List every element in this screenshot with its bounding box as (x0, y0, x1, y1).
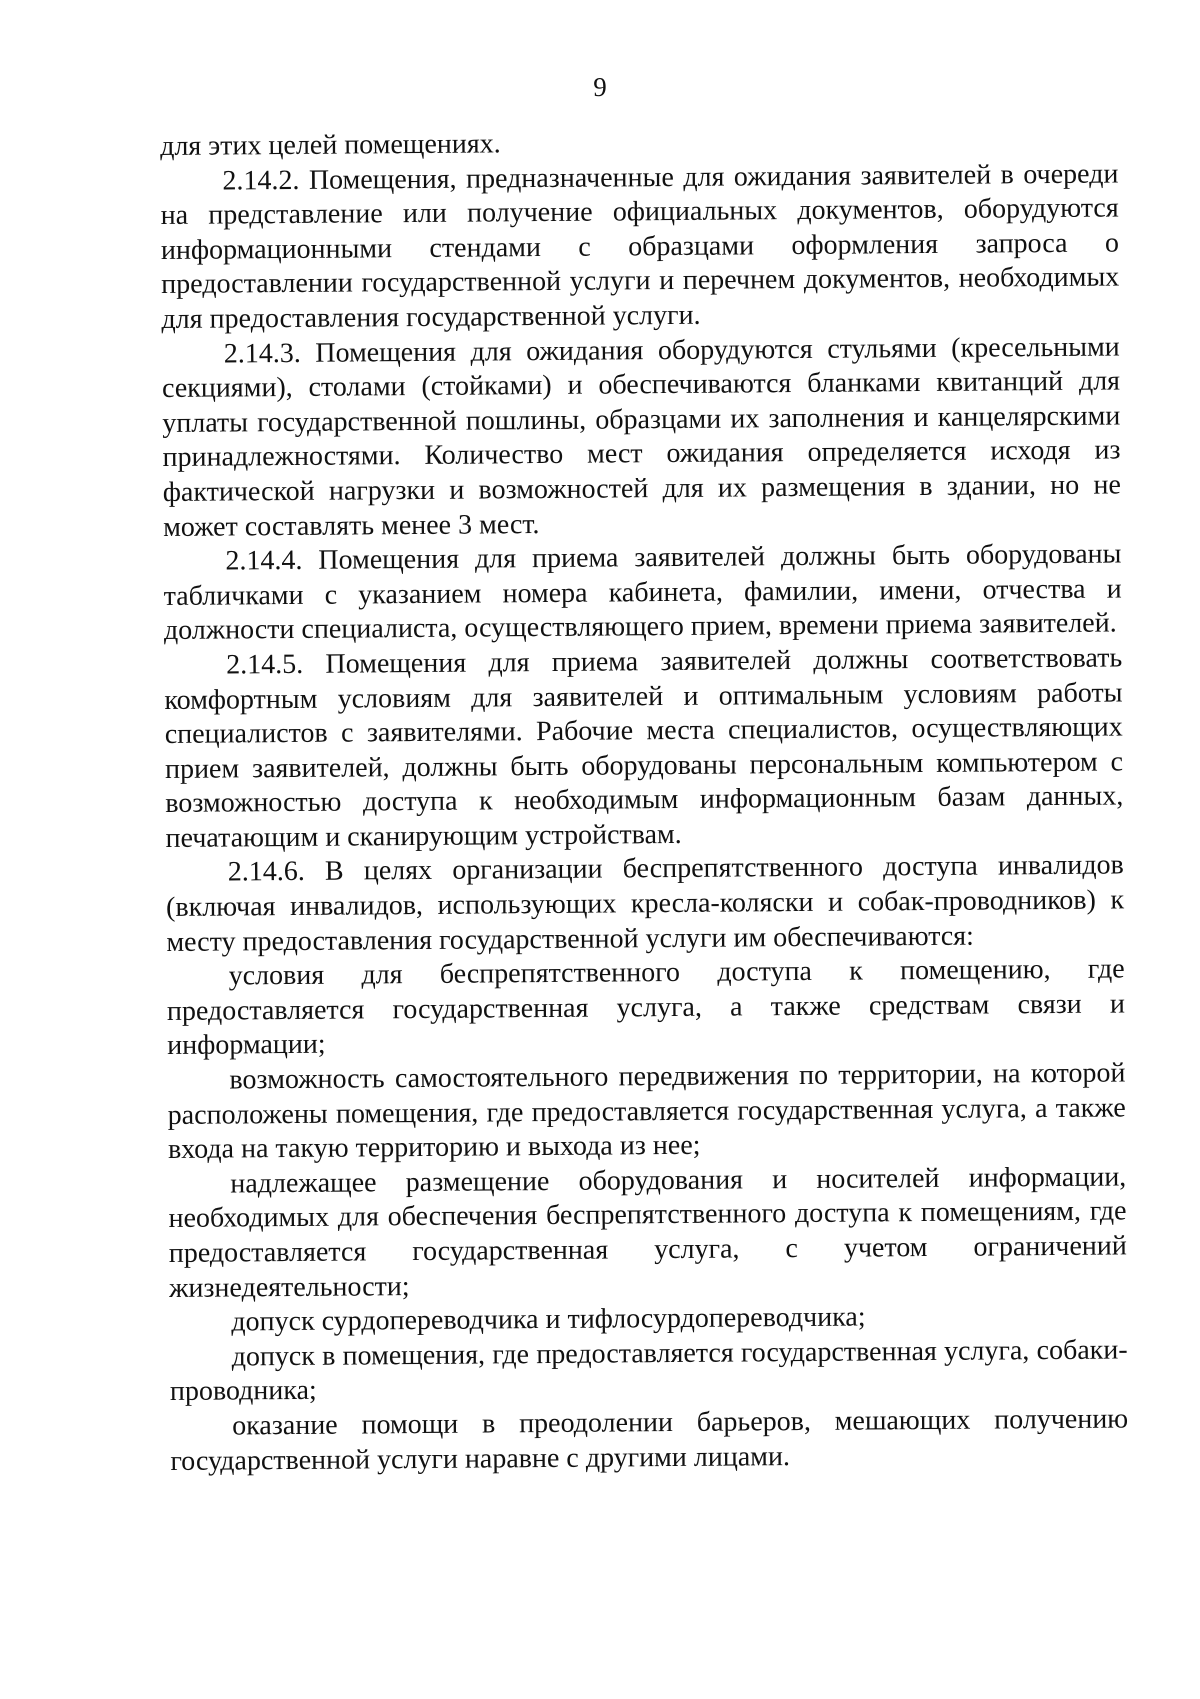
list-item-access-conditions: условия для беспрепятственного доступа к помещению, где предоставляется государственная услуга, а также средствам связи и информации; (166, 953, 1126, 1062)
page-number: 9 (593, 72, 607, 102)
paragraph-2-14-5: 2.14.5. Помещения для приема заявителей должны соответствовать комфортным условиям для заявителей и оптимальным условиям работы специалистов с заявителями. Рабочие места специалистов, осуществляющих прием заявителей, должны быть оборудованы персональным компьютером с возможностью доступа к необходимым информационным базам данных, печатающим и сканирующим устройствам. (164, 642, 1124, 854)
list-item-barrier-assistance: оказание помощи в преодолении барьеров, мешающих получению государственной услуги наравне с другими лицами. (170, 1403, 1129, 1477)
paragraph-2-14-4: 2.14.4. Помещения для приема заявителей должны быть оборудованы табличками с указанием номера кабинета, фамилии, имени, отчества и должности специалиста, осуществляющего прием, времени приема заявителей. (163, 538, 1122, 647)
list-item-sign-interpreter: допуск сурдопереводчика и тифлосурдопереводчика; (231, 1301, 866, 1338)
list-item-guide-dog: допуск в помещения, где предоставляется государственная услуга, собаки-проводника; (169, 1334, 1128, 1408)
paragraph-2-14-2: 2.14.2. Помещения, предназначенные для ожидания заявителей в очереди на представление или получение официальных документов, оборудуются информационными стендами с образцами оформления запроса о предоставлении государственной услуги и перечнем документов, необходимых для предоставления государственной услуги. (160, 158, 1120, 335)
paragraph-2-14-6: 2.14.6. В целях организации беспрепятственного доступа инвалидов (включая инвалидов, использующих кресла-коляски и собак-проводников) к месту предоставления государственной услуги им обеспечиваются: (165, 849, 1125, 958)
list-item-equipment-placement: надлежащее размещение оборудования и носителей информации, необходимых для обеспечения беспрепятственного доступа к помещениям, где предоставляется государственная услуга, с учетом ограничений жизнедеятельности; (168, 1161, 1127, 1304)
paragraph-continuation: для этих целей помещениях. (160, 128, 501, 162)
list-item-movement: возможность самостоятельного передвижения по территории, на которой расположены помещения, где предоставляется государственная услуга, а также входа на такую территорию и выхода из нее; (167, 1057, 1126, 1166)
paragraph-2-14-3: 2.14.3. Помещения для ожидания оборудуются стульями (кресельными секциями), столами (стойками) и обеспечиваются бланками квитанций для уплаты государственной пошлины, образцами их заполнения и канцелярскими принадлежностями. Количество мест ожидания определяется исходя из фактической нагрузки и возможностей для их размещения в здании, но не может составлять менее 3 мест. (161, 331, 1121, 543)
document-body (160, 122, 1129, 1479)
